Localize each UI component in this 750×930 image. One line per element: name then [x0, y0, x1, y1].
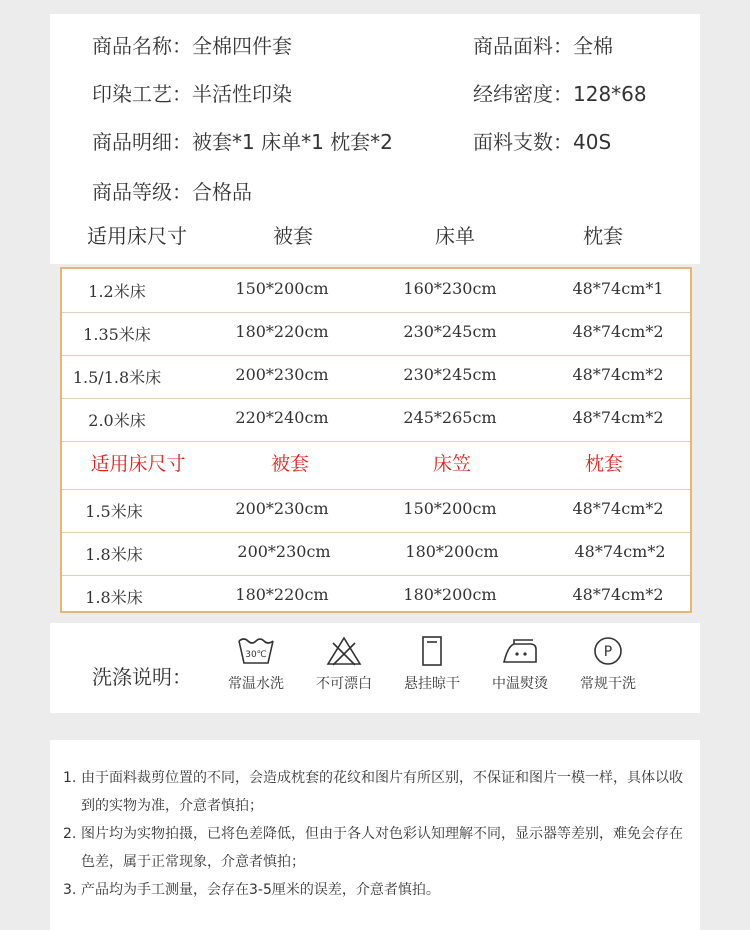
info-row	[50, 118, 700, 158]
bed-size-cell: 1.35米床	[83, 325, 151, 344]
bed-size-cell: 1.5/1.8米床	[72, 368, 162, 387]
table-row	[62, 312, 690, 356]
duvet-size-cell: 220*240cm	[235, 408, 329, 427]
no-bleach-icon	[324, 635, 364, 667]
duvet-size-cell: 180*220cm	[235, 322, 329, 341]
fitted-sheet-header-row	[62, 441, 690, 490]
hang-dry-icon	[412, 635, 452, 667]
header-duvet-cover: 被套	[273, 224, 313, 248]
note-number: 1.	[63, 770, 77, 786]
product-name: 商品名称：全棉四件套	[92, 34, 292, 58]
header-bed-size: 适用床尺寸	[87, 224, 187, 248]
note-text: 产品均为手工测量，会存在3-5厘米的误差，介意者慎拍。	[81, 882, 440, 898]
wash-tub-30-icon	[236, 635, 276, 667]
care-item-dryclean	[563, 635, 653, 693]
care-caption: 不可漂白	[316, 676, 372, 692]
note-text: 由于面料裁剪位置的不同，会造成枕套的花纹和图片有所区别，不保证和图片一模一样，具体以收到的实物为准，介意者慎拍；	[81, 770, 683, 814]
wash-temperature: 30℃	[245, 650, 267, 660]
note-item	[63, 764, 688, 820]
header-duvet-cover: 被套	[270, 453, 310, 475]
info-row	[50, 22, 700, 62]
header-bed-sheet: 床单	[435, 224, 475, 248]
bed-size-cell: 1.8米床	[85, 545, 143, 564]
care-label: 洗涤说明：	[92, 665, 192, 689]
product-details: 商品明细：被套*1 床单*1 枕套*2	[92, 130, 393, 154]
pillow-size-cell: 48*74cm*2	[574, 542, 666, 561]
sheet-size-cell: 245*265cm	[403, 408, 497, 427]
bed-size-cell: 1.5米床	[85, 502, 143, 521]
duvet-size-cell: 200*230cm	[237, 542, 331, 561]
duvet-size-cell: 200*230cm	[235, 499, 329, 518]
care-caption: 常温水洗	[228, 676, 284, 692]
sheet-size-cell: 160*230cm	[403, 279, 497, 298]
header-bed-size: 适用床尺寸	[90, 453, 186, 475]
duvet-size-cell: 180*220cm	[235, 585, 329, 604]
care-item-wash	[211, 635, 301, 693]
pillow-size-cell: 48*74cm*2	[572, 408, 664, 427]
yarn-count: 面料支数：40S	[473, 130, 612, 154]
care-caption: 常规干洗	[580, 676, 636, 692]
fitted-sheet-size-cell: 180*200cm	[405, 542, 499, 561]
duvet-size-cell: 150*200cm	[235, 279, 329, 298]
bed-size-cell: 2.0米床	[88, 411, 146, 430]
table-row	[62, 532, 690, 576]
care-item-bleach	[299, 635, 389, 693]
pillow-size-cell: 48*74cm*2	[572, 499, 664, 518]
notes-panel	[50, 740, 700, 930]
note-text: 图片均为实物拍摄，已将色差降低，但由于各人对色彩认知理解不同，显示器等差别，难免会存在色差，属于正常现象，介意者慎拍；	[81, 826, 683, 870]
care-caption: 中温熨烫	[492, 676, 548, 692]
table-row	[62, 489, 690, 533]
fabric: 商品面料：全棉	[473, 34, 613, 58]
product-grade: 商品等级：合格品	[92, 180, 252, 204]
fitted-sheet-size-cell: 180*200cm	[403, 585, 497, 604]
note-item	[63, 876, 688, 904]
note-number: 2.	[63, 826, 77, 842]
note-number: 3.	[63, 882, 77, 898]
dry-clean-letter: P	[603, 644, 613, 660]
care-instructions-panel	[50, 623, 700, 713]
pillow-size-cell: 48*74cm*1	[572, 279, 664, 298]
header-fitted-sheet: 床笠	[432, 453, 472, 475]
pillow-size-cell: 48*74cm*2	[572, 365, 664, 384]
sheet-size-cell: 230*245cm	[403, 365, 497, 384]
header-pillowcase: 枕套	[583, 224, 623, 248]
fitted-sheet-size-cell: 150*200cm	[403, 499, 497, 518]
info-row	[50, 168, 700, 208]
note-item	[63, 820, 688, 876]
header-pillowcase: 枕套	[584, 453, 624, 475]
table-row	[62, 355, 690, 399]
care-item-iron	[475, 635, 565, 693]
product-info-panel	[50, 14, 700, 264]
info-row	[50, 70, 700, 110]
iron-medium-icon	[500, 635, 540, 667]
table-row	[62, 575, 690, 618]
pillow-size-cell: 48*74cm*2	[572, 322, 664, 341]
printing-process: 印染工艺：半活性印染	[92, 82, 292, 106]
dry-clean-p-icon	[588, 635, 628, 667]
bed-size-cell: 1.2米床	[88, 282, 146, 301]
duvet-size-cell: 200*230cm	[235, 365, 329, 384]
thread-density: 经纬密度：128*68	[473, 82, 647, 106]
size-table-header	[50, 220, 700, 260]
notes-list	[63, 764, 688, 904]
care-caption: 悬挂晾干	[404, 676, 460, 692]
table-row	[62, 398, 690, 442]
sheet-size-cell: 230*245cm	[403, 322, 497, 341]
table-row	[62, 269, 690, 313]
size-table	[60, 267, 692, 613]
care-item-dry	[387, 635, 477, 693]
bed-size-cell: 1.8米床	[85, 588, 143, 607]
pillow-size-cell: 48*74cm*2	[572, 585, 664, 604]
